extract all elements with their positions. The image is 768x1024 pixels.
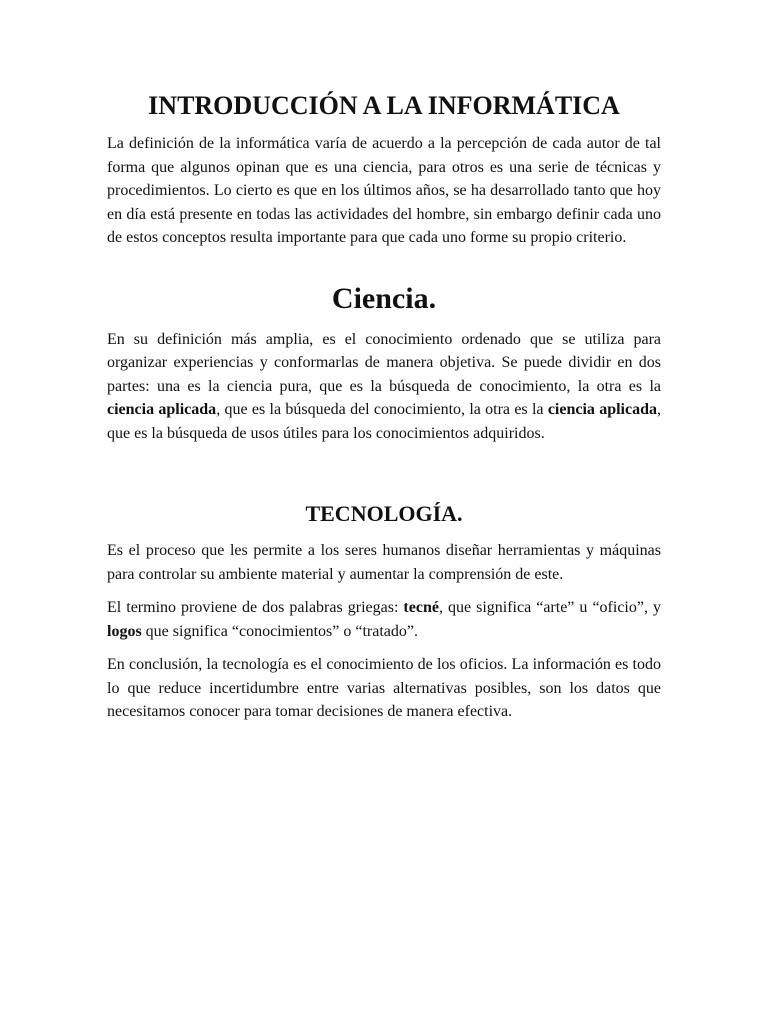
tecne-bold: tecné (403, 599, 439, 616)
tecnologia-text-3: que significa “conocimientos” o “tratado”. (141, 622, 419, 640)
ciencia-aplicada-bold-2: ciencia aplicada (547, 401, 657, 418)
logos-bold: logos (107, 622, 142, 640)
ciencia-aplicada-bold-1: ciencia aplicada (107, 401, 217, 418)
tecnologia-text-1: El termino proviene de dos palabras griegas: (107, 599, 404, 616)
ciencia-text-1: En su definición más amplia, es el conocimiento ordenado que se utiliza para organizar experiencias y conformarlas de manera objetiva. Se puede dividir en dos partes: una es la ciencia pura, que es la búsqueda de conocimiento, la otra es la (107, 330, 661, 395)
section-heading-tecnologia: TECNOLOGÍA. (305, 501, 463, 526)
section-heading-ciencia: Ciencia. (331, 281, 437, 315)
ciencia-paragraph (107, 328, 661, 446)
ciencia-text-3: , que es la búsqueda de usos útiles para los conocimientos adquiridos. (107, 401, 661, 442)
tecnologia-paragraph-1: Es el proceso que les permite a los seres humanos diseñar herramientas y máquinas para controlar su ambiente material y aumentar la comprensión de este. (107, 542, 661, 583)
tecnologia-text-2: , que significa “arte” u “oficio”, y (438, 599, 661, 616)
intro-paragraph: La definición de la informática varía de acuerdo a la percepción de cada autor de tal forma que algunos opinan que es una ciencia, para otros es una serie de técnicas y procedimientos. Lo cierto es que en los últimos años, se ha desarrollado tanto que hoy en día está presente en todas las actividades del hombre, sin embargo definir cada uno de estos conceptos resulta importante para que cada uno forme su propio criterio. (107, 135, 661, 246)
ciencia-text-2: , que es la búsqueda del conocimiento, la otra es la (216, 401, 548, 418)
tecnologia-paragraph-2 (107, 596, 661, 643)
tecnologia-paragraph-3: En conclusión, la tecnología es el conocimiento de los oficios. La información es todo lo que reduce incertidumbre entre varias alternativas posibles, son los datos que necesitamos conocer para tomar decisiones de manera efectiva. (107, 656, 661, 720)
document-title: INTRODUCCIÓN A LA INFORMÁTICA (148, 91, 620, 120)
